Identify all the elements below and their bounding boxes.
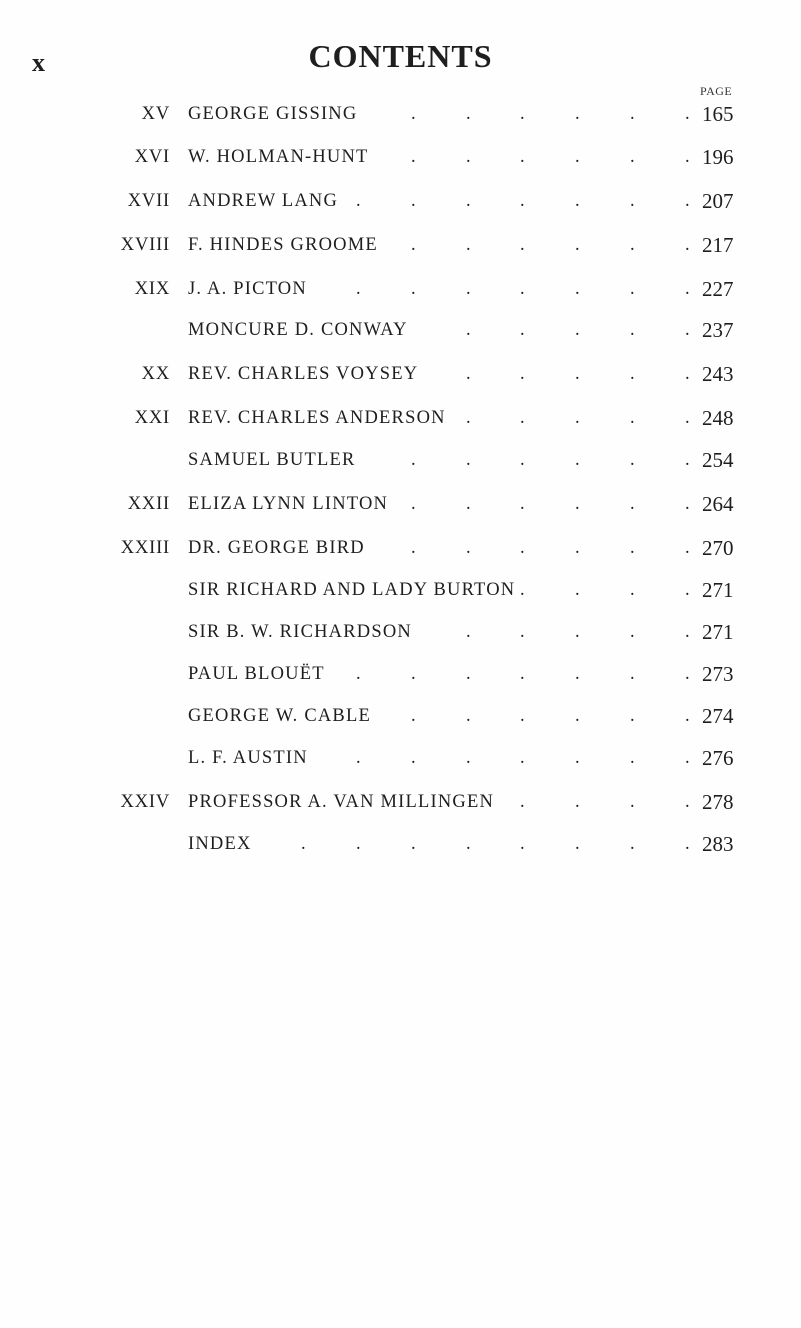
entry-page: 237 (702, 318, 734, 342)
chapter-number: XXIII (120, 538, 170, 558)
leader-dot: . (520, 147, 525, 167)
leader-dot: . (520, 834, 525, 854)
toc-row (0, 494, 801, 524)
leader-dot: . (630, 408, 635, 428)
leader-dot: . (466, 706, 471, 726)
leader-dot: . (575, 408, 580, 428)
leader-dot: . (520, 538, 525, 558)
chapter-number: XX (141, 364, 170, 384)
entry-page: 254 (702, 448, 734, 472)
entry-name: REV. CHARLES ANDERSON (188, 408, 446, 428)
leader-dot: . (466, 320, 471, 340)
toc-row (0, 580, 801, 610)
entry-page: 273 (702, 662, 734, 686)
entry-name: SIR RICHARD AND LADY BURTON (188, 580, 516, 600)
entry-page: 196 (702, 145, 734, 169)
leader-dot: . (520, 191, 525, 211)
leader-dot: . (685, 450, 690, 470)
leader-dot: . (575, 834, 580, 854)
toc-row (0, 538, 801, 568)
leader-dot: . (630, 364, 635, 384)
toc-row (0, 235, 801, 265)
toc-row (0, 364, 801, 394)
leader-dot: . (466, 147, 471, 167)
leader-dot: . (466, 748, 471, 768)
leader-dot: . (356, 664, 361, 684)
leader-dot: . (520, 622, 525, 642)
toc-row (0, 834, 801, 864)
leader-dot: . (630, 580, 635, 600)
leader-dot: . (411, 834, 416, 854)
entry-page: 274 (702, 704, 734, 728)
leader-dot: . (356, 834, 361, 854)
page-column-header: PAGE (700, 84, 733, 98)
leader-dot: . (520, 279, 525, 299)
leader-dot: . (411, 748, 416, 768)
leader-dot: . (520, 320, 525, 340)
entry-page: 217 (702, 233, 734, 257)
leader-dot: . (520, 792, 525, 812)
leader-dot: . (411, 147, 416, 167)
leader-dot: . (466, 664, 471, 684)
leader-dot: . (630, 538, 635, 558)
leader-dot: . (466, 450, 471, 470)
toc-row (0, 408, 801, 438)
leader-dot: . (520, 408, 525, 428)
toc-row (0, 622, 801, 652)
entry-name: MONCURE D. CONWAY (188, 320, 408, 340)
leader-dot: . (630, 320, 635, 340)
leader-dot: . (575, 191, 580, 211)
leader-dot: . (466, 622, 471, 642)
leader-dot: . (685, 235, 690, 255)
leader-dot: . (685, 364, 690, 384)
page-title: CONTENTS (308, 38, 493, 74)
leader-dot: . (466, 408, 471, 428)
leader-dot: . (466, 235, 471, 255)
leader-dot: . (575, 235, 580, 255)
leader-dot: . (685, 580, 690, 600)
leader-dot: . (575, 792, 580, 812)
entry-name: ANDREW LANG (188, 191, 339, 211)
leader-dot: . (630, 834, 635, 854)
chapter-number: XVI (134, 147, 170, 167)
entry-page: 271 (702, 578, 734, 602)
entry-name: J. A. PICTON (188, 279, 307, 299)
entry-name: F. HINDES GROOME (188, 235, 378, 255)
toc-row (0, 792, 801, 822)
leader-dot: . (466, 494, 471, 514)
leader-dot: . (520, 748, 525, 768)
entry-page: 227 (702, 277, 734, 301)
entry-name: SAMUEL BUTLER (188, 450, 356, 470)
entry-name: GEORGE W. CABLE (188, 706, 371, 726)
leader-dot: . (685, 834, 690, 854)
leader-dot: . (520, 580, 525, 600)
toc-row (0, 279, 801, 309)
leader-dot: . (685, 664, 690, 684)
entry-page: 248 (702, 406, 734, 430)
chapter-number: XIX (134, 279, 170, 299)
leader-dot: . (685, 706, 690, 726)
leader-dot: . (411, 279, 416, 299)
leader-dot: . (575, 494, 580, 514)
toc-row (0, 748, 801, 778)
leader-dot: . (575, 538, 580, 558)
leader-dot: . (411, 104, 416, 124)
leader-dot: . (630, 664, 635, 684)
leader-dot: . (630, 235, 635, 255)
leader-dot: . (466, 834, 471, 854)
entry-name: L. F. AUSTIN (188, 748, 308, 768)
leader-dot: . (466, 538, 471, 558)
leader-dot: . (575, 580, 580, 600)
leader-dot: . (466, 191, 471, 211)
leader-dot: . (520, 364, 525, 384)
leader-dot: . (520, 235, 525, 255)
toc-row (0, 450, 801, 480)
toc-row (0, 147, 801, 177)
leader-dot: . (685, 408, 690, 428)
leader-dot: . (575, 364, 580, 384)
leader-dot: . (411, 494, 416, 514)
entry-page: 207 (702, 189, 734, 213)
leader-dot: . (685, 279, 690, 299)
leader-dot: . (630, 147, 635, 167)
leader-dot: . (575, 706, 580, 726)
leader-dot: . (630, 191, 635, 211)
leader-dot: . (630, 494, 635, 514)
leader-dot: . (685, 147, 690, 167)
entry-page: 165 (702, 102, 734, 126)
chapter-number: XVIII (120, 235, 170, 255)
toc-row (0, 191, 801, 221)
leader-dot: . (411, 706, 416, 726)
leader-dot: . (685, 320, 690, 340)
leader-dot: . (575, 622, 580, 642)
entry-name: REV. CHARLES VOYSEY (188, 364, 419, 384)
chapter-number: XXIV (120, 792, 170, 812)
leader-dot: . (411, 664, 416, 684)
entry-page: 264 (702, 492, 734, 516)
entry-name: SIR B. W. RICHARDSON (188, 622, 412, 642)
chapter-number: XV (141, 104, 170, 124)
leader-dot: . (630, 748, 635, 768)
leader-dot: . (575, 748, 580, 768)
leader-dot: . (466, 364, 471, 384)
leader-dot: . (630, 706, 635, 726)
leader-dot: . (630, 792, 635, 812)
leader-dot: . (630, 104, 635, 124)
chapter-number: XVII (127, 191, 170, 211)
leader-dot: . (520, 664, 525, 684)
leader-dot: . (356, 748, 361, 768)
leader-dot: . (630, 450, 635, 470)
toc-row (0, 104, 801, 134)
entry-name: W. HOLMAN-HUNT (188, 147, 369, 167)
leader-dot: . (630, 622, 635, 642)
leader-dot: . (356, 279, 361, 299)
leader-dot: . (520, 706, 525, 726)
leader-dot: . (685, 792, 690, 812)
leader-dot: . (356, 191, 361, 211)
entry-page: 276 (702, 746, 734, 770)
entry-name: INDEX (188, 834, 252, 854)
page-number: x (32, 48, 45, 77)
leader-dot: . (575, 320, 580, 340)
entry-name: PAUL BLOUËT (188, 664, 325, 684)
entry-name: GEORGE GISSING (188, 104, 358, 124)
leader-dot: . (575, 147, 580, 167)
leader-dot: . (466, 279, 471, 299)
entry-page: 278 (702, 790, 734, 814)
leader-dot: . (520, 104, 525, 124)
leader-dot: . (575, 279, 580, 299)
leader-dot: . (411, 235, 416, 255)
chapter-number: XXI (134, 408, 170, 428)
toc-row (0, 664, 801, 694)
leader-dot: . (520, 494, 525, 514)
leader-dot: . (411, 538, 416, 558)
leader-dot: . (685, 622, 690, 642)
chapter-number: XXII (127, 494, 170, 514)
leader-dot: . (685, 104, 690, 124)
leader-dot: . (411, 191, 416, 211)
entry-name: DR. GEORGE BIRD (188, 538, 365, 558)
leader-dot: . (685, 748, 690, 768)
leader-dot: . (685, 191, 690, 211)
toc-row (0, 706, 801, 736)
entry-name: PROFESSOR A. VAN MILLINGEN (188, 792, 495, 812)
entry-name: ELIZA LYNN LINTON (188, 494, 389, 514)
leader-dot: . (575, 664, 580, 684)
leader-dot: . (411, 450, 416, 470)
leader-dot: . (685, 538, 690, 558)
entry-page: 270 (702, 536, 734, 560)
leader-dot: . (301, 834, 306, 854)
entry-page: 243 (702, 362, 734, 386)
leader-dot: . (630, 279, 635, 299)
leader-dot: . (520, 450, 525, 470)
leader-dot: . (575, 104, 580, 124)
leader-dot: . (575, 450, 580, 470)
leader-dot: . (466, 104, 471, 124)
entry-page: 271 (702, 620, 734, 644)
leader-dot: . (685, 494, 690, 514)
toc-row (0, 320, 801, 350)
entry-page: 283 (702, 832, 734, 856)
